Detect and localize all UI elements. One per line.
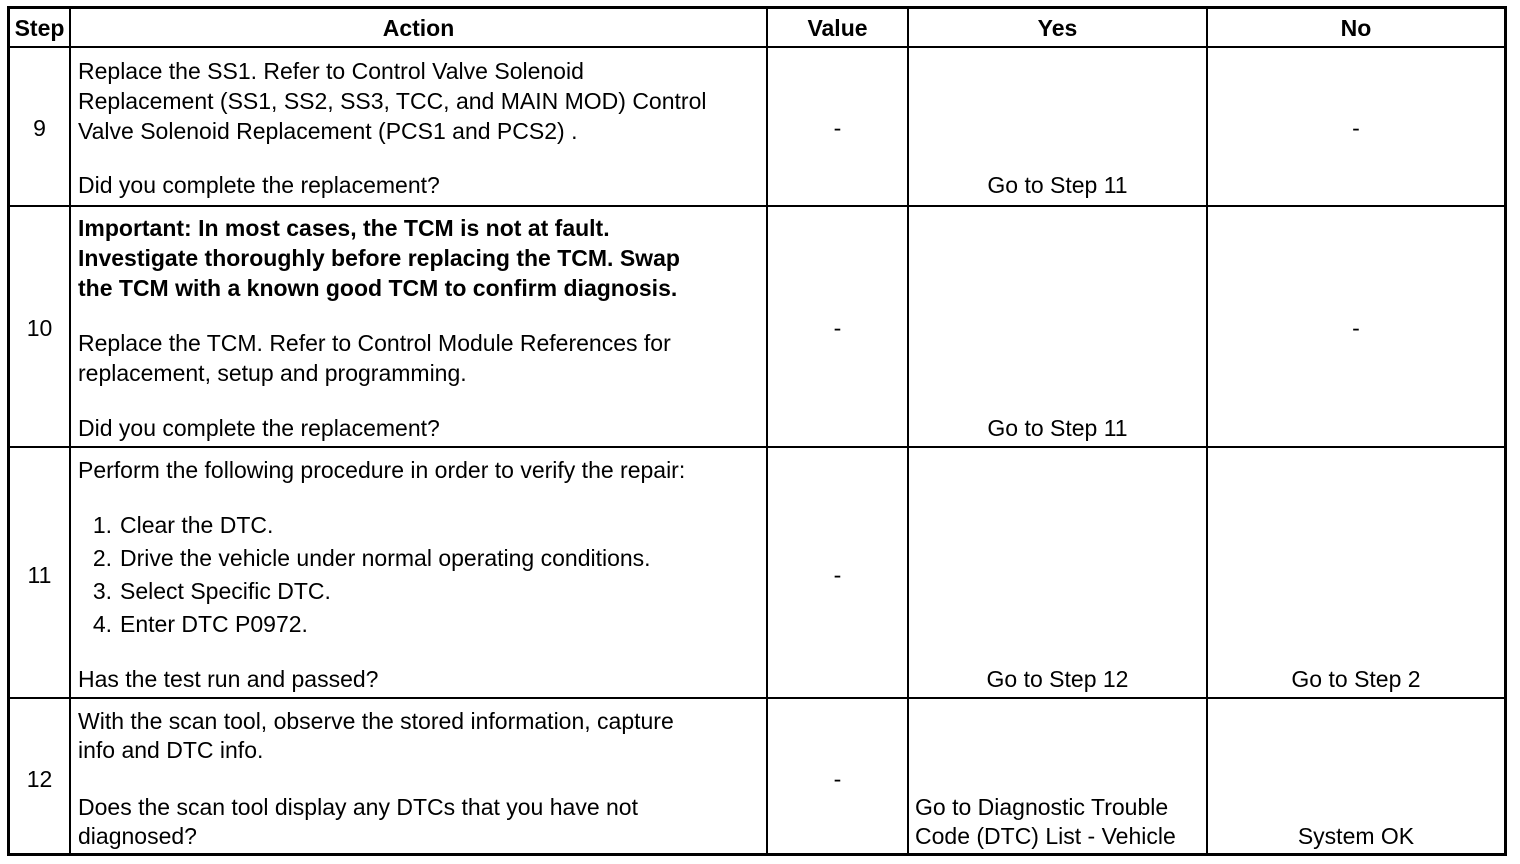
step-number: 10: [26, 315, 53, 341]
step-number: 9: [33, 115, 46, 141]
step-number: 12: [26, 766, 53, 792]
action-text: replacement, setup and programming.: [78, 360, 467, 386]
list-number: 3.: [92, 578, 112, 604]
header-no: No: [1340, 15, 1372, 41]
list-number: 4.: [92, 611, 112, 637]
important-note: Important: In most cases, the TCM is not at fault.: [78, 215, 610, 241]
yes-cell: Code (DTC) List - Vehicle: [915, 823, 1176, 849]
action-text: Valve Solenoid Replacement (PCS1 and PCS2) .: [78, 118, 578, 144]
list-text: Select Specific DTC.: [120, 578, 331, 604]
list-number: 2.: [92, 545, 112, 571]
header-action: Action: [382, 15, 455, 41]
action-text: Perform the following procedure in order to verify the repair:: [78, 457, 686, 483]
step-number: 11: [27, 562, 52, 588]
list-item: [70, 542, 651, 575]
action-text: info and DTC info.: [78, 737, 264, 763]
no-cell: -: [1352, 115, 1360, 141]
action-question: Has the test run and passed?: [78, 666, 379, 692]
no-cell: Go to Step 2: [1291, 666, 1421, 692]
action-question: Does the scan tool display any DTCs that you have not: [78, 794, 638, 820]
action-text: With the scan tool, observe the stored information, capture: [78, 708, 674, 734]
yes-cell: Go to Step 12: [986, 666, 1129, 692]
value-cell: -: [833, 562, 842, 588]
action-text: Replace the TCM. Refer to Control Module References for: [78, 330, 671, 356]
list-text: Enter DTC P0972.: [120, 611, 308, 637]
no-cell: -: [1352, 315, 1360, 341]
list-item: [70, 575, 651, 608]
important-note: the TCM with a known good TCM to confirm diagnosis.: [78, 275, 678, 301]
action-text: Replacement (SS1, SS2, SS3, TCC, and MAIN MOD) Control: [78, 88, 707, 114]
yes-cell: Go to Step 11: [987, 415, 1128, 441]
yes-cell: Go to Step 11: [987, 172, 1128, 198]
action-question: Did you complete the replacement?: [78, 415, 440, 441]
header-step: Step: [14, 15, 65, 41]
header-yes: Yes: [1037, 15, 1078, 41]
header-value: Value: [807, 15, 868, 41]
row-divider: [7, 446, 1507, 448]
important-note: Investigate thoroughly before replacing the TCM. Swap: [78, 245, 680, 271]
list-item: [70, 608, 651, 641]
row-divider: [7, 205, 1507, 207]
row-divider: [7, 697, 1507, 699]
no-cell: System OK: [1297, 823, 1415, 849]
action-question: Did you complete the replacement?: [78, 172, 440, 198]
value-cell: -: [833, 115, 842, 141]
column-divider: [69, 6, 71, 856]
list-number: 1.: [92, 512, 112, 538]
list-text: Drive the vehicle under normal operating conditions.: [120, 545, 651, 571]
list-text: Clear the DTC.: [120, 512, 274, 538]
value-cell: -: [833, 315, 842, 341]
procedure-list: [70, 509, 651, 641]
value-cell: -: [833, 766, 842, 792]
row-divider: [7, 46, 1507, 48]
yes-cell: Go to Diagnostic Trouble: [915, 794, 1169, 820]
action-question: diagnosed?: [78, 823, 197, 849]
list-item: [70, 509, 651, 542]
action-text: Replace the SS1. Refer to Control Valve Solenoid: [78, 58, 584, 84]
